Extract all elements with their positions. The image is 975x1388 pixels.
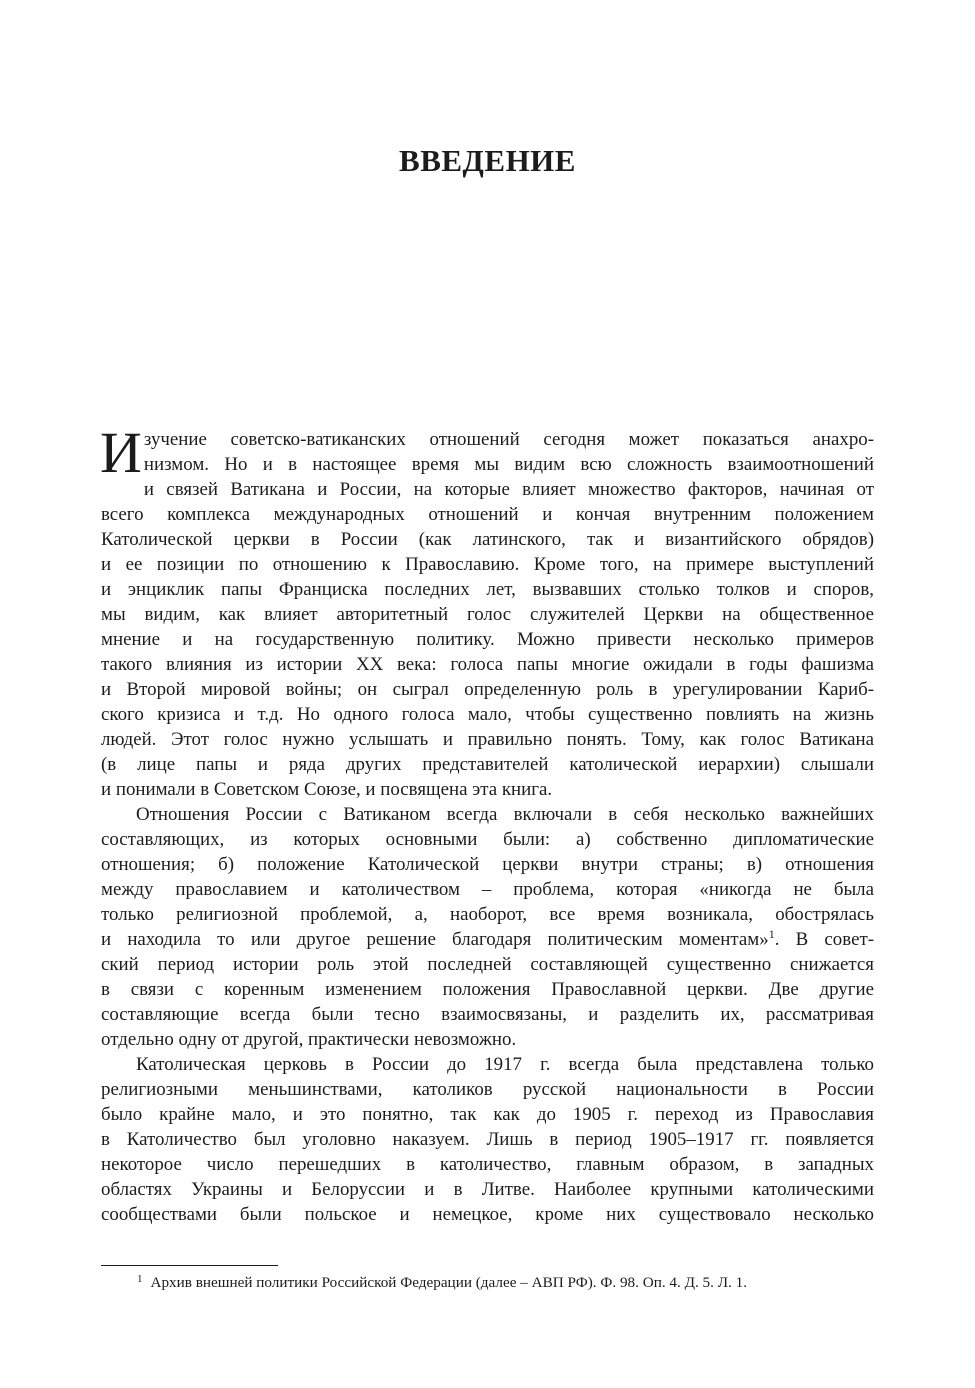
- text-line: Отношения России с Ватиканом всегда включали в себя несколько важнейших: [136, 804, 874, 825]
- footnote-divider: [101, 1265, 278, 1266]
- text-line: людей. Этот голос нужно услышать и правильно понять. Тому, как голос Ватикана: [101, 729, 874, 750]
- text-line: было крайне мало, и это понятно, так как до 1905 г. переход из Православия: [101, 1104, 874, 1125]
- text-line: ского кризиса и т.д. Но одного голоса мало, чтобы существенно повлиять на жизнь: [101, 704, 874, 725]
- chapter-title: ВВЕДЕНИЕ: [399, 143, 576, 178]
- text-line: отношения; б) положение Католической церкви внутри страны; в) отношения: [101, 854, 874, 875]
- text-line: [101, 927, 874, 952]
- text-line: составляющих, из которых основными были: а) собственно дипломатические: [101, 829, 874, 850]
- text-line: и Второй мировой войны; он сыграл определенную роль в урегулировании Кариб-: [101, 679, 874, 700]
- text-line: Католической церкви в России (как латинского, так и византийского обрядов): [101, 529, 874, 550]
- text-segment: и находила то или другое решение благодаря политическим моментам»: [101, 929, 769, 950]
- footnote: [137, 1268, 877, 1294]
- text-line: некоторое число перешедших в католичество, главным образом, в западных: [101, 1154, 874, 1175]
- text-line: мы видим, как влияет авторитетный голос служителей Церкви на общественное: [101, 604, 874, 625]
- text-line: сообществами были польское и немецкое, кроме них существовало несколько: [101, 1204, 874, 1225]
- text-line: всего комплекса международных отношений и кончая внутренним положением: [101, 504, 874, 525]
- text-line: областях Украины и Белоруссии и в Литве. Наиболее крупными католическими: [101, 1179, 874, 1200]
- text-line: составляющие всегда были тесно взаимосвязаны, и разделить их, рассматривая: [101, 1004, 874, 1025]
- text-line: такого влияния из истории XX века: голоса папы многие ожидали в годы фашизма: [101, 654, 874, 675]
- text-line: мнение и на государственную политику. Можно привести несколько примеров: [101, 629, 874, 650]
- text-line: ский период истории роль этой последней составляющей существенно снижается: [101, 954, 874, 975]
- text-line: и энциклик папы Франциска последних лет, вызвавших столько толков и споров,: [101, 579, 874, 600]
- text-line: религиозными меньшинствами, католиков русской национальности в России: [101, 1079, 874, 1100]
- text-line: отдельно одну от другой, практически невозможно.: [101, 1029, 517, 1050]
- text-line: в Католичество был уголовно наказуем. Лишь в период 1905–1917 гг. появляется: [101, 1129, 874, 1150]
- footnote-mark: 1: [137, 1273, 143, 1285]
- text-line: в связи с коренным изменением положения Православной церкви. Две другие: [101, 979, 874, 1000]
- text-line: (в лице папы и ряда других представителей католической иерархии) слышали: [101, 754, 874, 775]
- text-line: только религиозной проблемой, а, наоборот, все время возникала, обострялась: [101, 904, 874, 925]
- footnote-ref[interactable]: 1: [768, 927, 775, 941]
- text-line: и связей Ватикана и России, на которые влияет множество факторов, начиная от: [143, 479, 874, 500]
- drop-cap: И: [100, 420, 142, 485]
- text-line: низмом. Но и в настоящее время мы видим всю сложность взаимоотношений: [143, 454, 874, 475]
- text-line: и ее позиции по отношению к Православию. Кроме того, на примере выступлений: [101, 554, 874, 575]
- text-line: Католическая церковь в России до 1917 г. всегда была представлена только: [136, 1054, 874, 1075]
- body-text: [100, 420, 874, 1227]
- text-line: между православием и католичеством – проблема, которая «никогда не была: [101, 879, 874, 900]
- text-line: зучение советско-ватиканских отношений сегодня может показаться анахро-: [143, 429, 874, 450]
- text-line: и понимали в Советском Союзе, и посвящена эта книга.: [101, 779, 553, 800]
- text-segment: . В совет-: [774, 929, 874, 950]
- footnote-text: Архив внешней политики Российской Федерации (далее – АВП РФ). Ф. 98. Оп. 4. Д. 5. Л. 1.: [150, 1274, 748, 1291]
